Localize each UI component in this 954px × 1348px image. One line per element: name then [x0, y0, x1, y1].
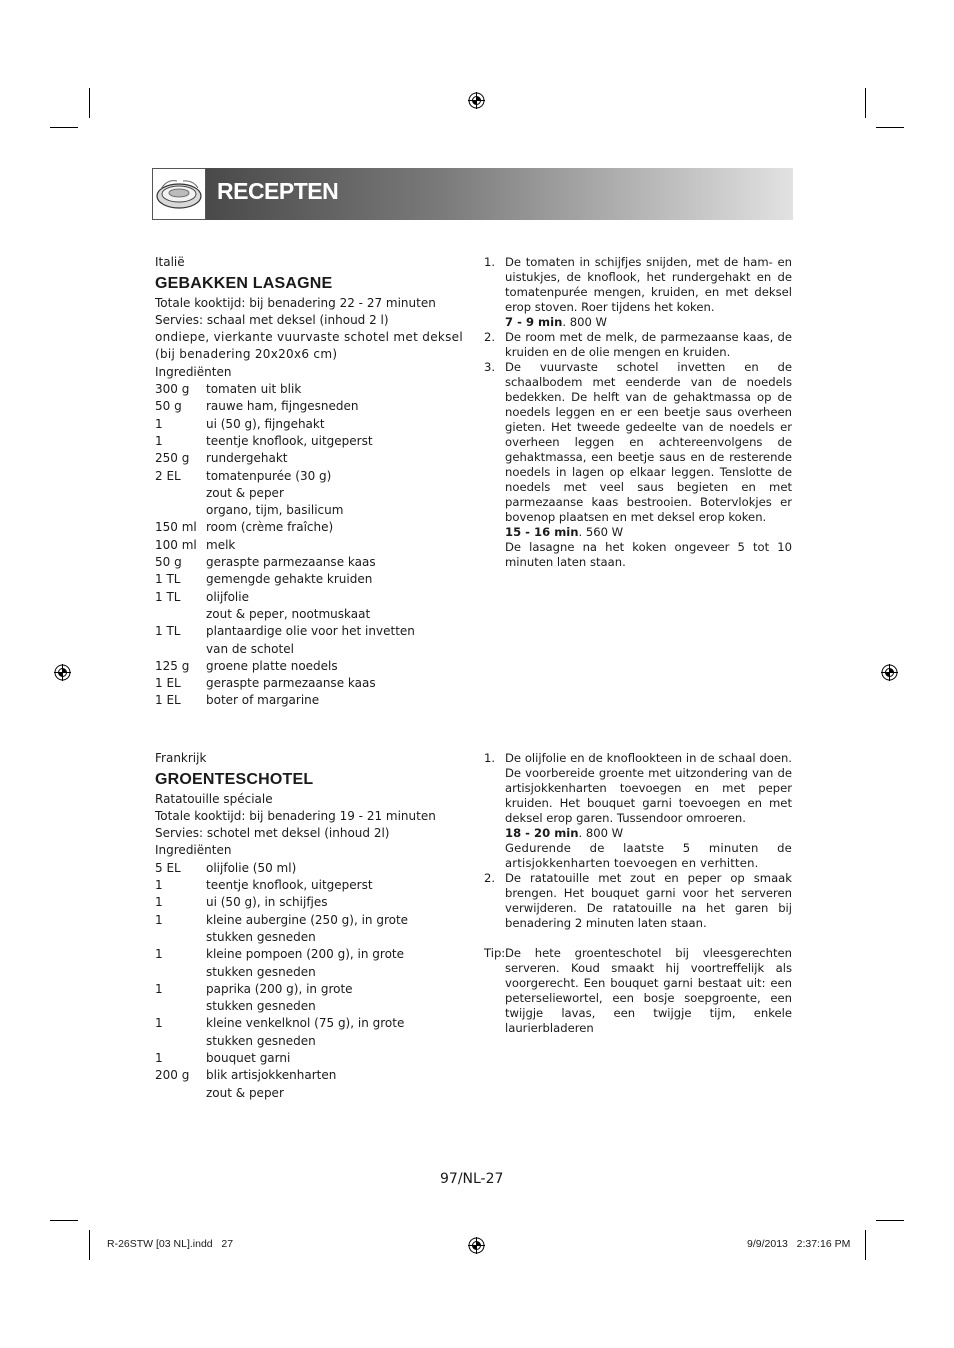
ingredient-row — [155, 519, 463, 536]
ingredient-row — [155, 1033, 463, 1050]
step-text: De ratatouille met zout en peper op smaak brengen. Het bouquet garni voor het serveren verwijderen. De ratatouille na het garen bij benadering 2 minuten laten staan. — [505, 871, 792, 930]
ingredient-quantity — [155, 641, 206, 658]
ingredient-name: organo, tijm, basilicum — [206, 503, 344, 518]
ingredient-name: teentje knoflook, uitgeperst — [206, 433, 373, 448]
ingredient-name: blik artisjokkenharten — [206, 1068, 337, 1083]
step-number: 2. — [484, 871, 496, 885]
recipe-2-steps-column — [484, 751, 792, 1036]
ingredient-row — [155, 1015, 463, 1032]
ingredient-name: stukken gesneden — [206, 929, 316, 944]
step-cooking-time: 15 - 16 min — [505, 525, 579, 539]
ingredient-name: zout & peper — [206, 1085, 284, 1100]
ingredient-name: tomaten uit blik — [206, 382, 302, 397]
ingredient-row — [155, 1067, 463, 1084]
recipe-meta-line: Servies: schaal met deksel (inhoud 2 l) — [155, 312, 389, 327]
ingredient-quantity: 2 EL — [155, 468, 181, 483]
ingredient-name: stukken gesneden — [206, 999, 316, 1014]
ingredient-row — [155, 398, 463, 415]
ingredient-row — [155, 571, 463, 588]
ingredient-name: zout & peper — [206, 485, 284, 500]
ingredient-quantity: 1 — [155, 433, 163, 448]
ingredient-quantity: 1 TL — [155, 624, 181, 639]
ingredient-quantity: 1 TL — [155, 572, 181, 587]
step-cooking-setting — [505, 525, 792, 540]
crop-mark — [865, 88, 866, 118]
step-followup-text: De lasagne na het koken ongeveer 5 tot 10 minuten laten staan. — [505, 540, 792, 569]
ingredient-quantity: 300 g — [155, 382, 190, 397]
ingredient-row — [155, 623, 463, 640]
ingredient-list — [155, 381, 463, 710]
ingredient-row — [155, 1085, 463, 1102]
ingredient-row — [155, 641, 463, 658]
ingredient-row — [155, 877, 463, 894]
ingredient-quantity — [155, 1033, 206, 1050]
ingredient-quantity: 1 — [155, 1051, 163, 1066]
ingredient-quantity: 5 EL — [155, 860, 181, 875]
step-power-level: . 800 W — [578, 826, 624, 840]
footer-filename: R-26STW [03 NL].indd 27 — [107, 1238, 234, 1250]
step-text: De tomaten in schijfjes snijden, met de ham- en uistukjes, de knoflook, het rundergehakt en de tomatenpurée mengen, kruiden, en met deksel erop stoven. Roer tijdens het koken. — [505, 255, 792, 314]
recipe-country: Frankrijk — [155, 751, 207, 765]
step-body — [505, 871, 792, 931]
ingredient-name: bouquet garni — [206, 1051, 291, 1066]
ingredient-quantity: 1 — [155, 1016, 163, 1031]
step-text: De olijfolie en de knoflookteen in de schaal doen. De voorbereide groente met uitzondering van de artisjokkenharten toevoegen en met peper kruiden. Het bouquet garni toevoegen en met deksel erop garen. Tussendoor omroeren. — [505, 751, 792, 825]
step-number: 3. — [484, 360, 496, 374]
ingredient-quantity: 1 — [155, 878, 163, 893]
registration-mark-icon — [881, 664, 898, 681]
step-power-level: . 800 W — [562, 315, 608, 329]
ingredient-row — [155, 485, 463, 502]
crop-mark — [865, 1230, 866, 1260]
ingredient-name: melk — [206, 537, 236, 552]
ingredient-quantity — [155, 1085, 206, 1102]
step-text: De vuurvaste schotel invetten en de schaalbodem met eenderde van de noedels bedekken. De helft van de gehaktmassa op de noedels leggen en er een beetje saus overheen gieten. Het tweede gedeelte van de noedels er overheen leggen en achtereenvolgens de gehaktmassa, een beetje saus en de resterende noedels in lagen op elkaar leggen. Tenslotte de noedels met veel saus begieten en met parmezaanse kaas bestrooien. Botervlokjes er bovenop plaatsen en met deksel erop koken. — [505, 360, 792, 524]
ingredient-row — [155, 502, 463, 519]
recipe-meta-line: Servies: schotel met deksel (inhoud 2l) — [155, 826, 390, 841]
recipe-meta-line: Totale kooktijd: bij benadering 19 - 21 minuten — [155, 808, 436, 823]
ingredient-name: van de schotel — [206, 641, 294, 656]
step-body — [505, 330, 792, 360]
ingredient-name: geraspte parmezaanse kaas — [206, 676, 376, 691]
ingredient-name: rauwe ham, fijngesneden — [206, 399, 359, 414]
ingredient-row — [155, 692, 463, 709]
ingredient-name: paprika (200 g), in grote — [206, 981, 353, 996]
registration-mark-icon — [54, 664, 71, 681]
ingredient-quantity: 50 g — [155, 555, 182, 570]
ingredient-row — [155, 416, 463, 433]
step-text: De room met de melk, de parmezaanse kaas, de kruiden en de olie mengen en kruiden. — [505, 330, 792, 359]
recipe-1-steps-column — [484, 255, 792, 570]
registration-mark-icon — [468, 1237, 485, 1254]
ingredient-quantity: 125 g — [155, 658, 190, 673]
step-body — [505, 255, 792, 330]
ingredient-name: ui (50 g), in schijfjes — [206, 895, 328, 910]
ingredient-name: stukken gesneden — [206, 964, 316, 979]
ingredient-quantity: 1 EL — [155, 676, 181, 691]
ingredient-name: geraspte parmezaanse kaas — [206, 555, 376, 570]
ingredient-row — [155, 912, 463, 929]
ingredient-name: kleine pompoen (200 g), in grote — [206, 947, 405, 962]
recipe-meta-line: Ingrediënten — [155, 364, 232, 379]
step-list — [484, 255, 792, 570]
ingredient-quantity — [155, 964, 206, 981]
ingredient-row — [155, 537, 463, 554]
recipe-1-ingredients-column — [155, 254, 463, 710]
recipe-meta-line: Totale kooktijd: bij benadering 22 - 27 minuten — [155, 295, 436, 310]
ingredient-quantity — [155, 485, 206, 502]
footer-timestamp: 9/9/2013 2:37:16 PM — [747, 1238, 851, 1250]
header-icon-frame — [152, 168, 206, 220]
ingredient-row — [155, 589, 463, 606]
ingredient-name: kleine venkelknol (75 g), in grote — [206, 1016, 405, 1031]
ingredient-row — [155, 381, 463, 398]
ingredient-row — [155, 1050, 463, 1067]
crop-mark — [50, 1220, 78, 1221]
ingredient-name: olijfolie — [206, 589, 249, 604]
ingredient-name: kleine aubergine (250 g), in grote — [206, 912, 409, 927]
ingredient-quantity: 1 — [155, 895, 163, 910]
ingredient-row — [155, 468, 463, 485]
step-list — [484, 751, 792, 931]
crop-mark — [89, 1230, 90, 1260]
recipe-meta-line: Ratatouille spéciale — [155, 791, 273, 806]
registration-mark-icon — [468, 92, 485, 109]
crop-mark — [876, 1220, 904, 1221]
crop-mark — [89, 88, 90, 118]
ingredient-row — [155, 554, 463, 571]
step-item — [484, 255, 792, 330]
ingredient-row — [155, 964, 463, 981]
ingredient-quantity: 1 TL — [155, 589, 181, 604]
step-body — [505, 751, 792, 871]
ingredient-name: teentje knoflook, uitgeperst — [206, 878, 373, 893]
step-number: 1. — [484, 751, 496, 765]
ingredient-quantity: 1 EL — [155, 693, 181, 708]
ingredient-name: plantaardige olie voor het invetten — [206, 624, 415, 639]
page-number: 97/NL-27 — [440, 1171, 504, 1187]
crop-mark — [876, 127, 904, 128]
recipe-title: GEBAKKEN LASAGNE — [155, 275, 333, 293]
step-number: 1. — [484, 255, 496, 269]
recipe-meta-line: Ingrediënten — [155, 843, 232, 858]
step-cooking-setting — [505, 315, 792, 330]
step-cooking-time: 7 - 9 min — [505, 315, 563, 329]
step-item — [484, 751, 792, 871]
ingredient-name: rundergehakt — [206, 451, 288, 466]
ingredient-row — [155, 450, 463, 467]
ingredient-row — [155, 998, 463, 1015]
step-cooking-time: 18 - 20 min — [505, 826, 579, 840]
step-item — [484, 360, 792, 570]
recipe-country: Italië — [155, 255, 185, 269]
ingredient-name: ui (50 g), fijngehakt — [206, 416, 325, 431]
step-followup-text: Gedurende de laatste 5 minuten de artisjokkenharten toevoegen en verhitten. — [505, 841, 792, 870]
crop-mark — [50, 127, 78, 128]
ingredient-quantity — [155, 606, 206, 623]
ingredient-quantity: 250 g — [155, 451, 190, 466]
ingredient-quantity: 1 — [155, 912, 163, 927]
step-power-level: . 560 W — [578, 525, 624, 539]
ingredient-quantity: 200 g — [155, 1068, 190, 1083]
recipe-meta-line: ondiepe, vierkante vuurvaste schotel met deksel (bij benadering 20x20x6 cm) — [155, 330, 463, 362]
ingredient-quantity: 100 ml — [155, 537, 197, 552]
ingredient-name: zout & peper, nootmuskaat — [206, 606, 371, 621]
step-item — [484, 871, 792, 931]
ingredient-name: room (crème fraîche) — [206, 520, 334, 535]
ingredient-row — [155, 433, 463, 450]
step-item — [484, 330, 792, 360]
ingredient-quantity — [155, 929, 206, 946]
microwave-dish-icon — [153, 169, 205, 219]
step-cooking-setting — [505, 826, 792, 841]
ingredient-quantity: 1 — [155, 416, 163, 431]
step-body — [505, 360, 792, 570]
ingredient-row — [155, 981, 463, 998]
ingredient-name: olijfolie (50 ml) — [206, 860, 297, 875]
step-number: 2. — [484, 330, 496, 344]
ingredient-row — [155, 675, 463, 692]
ingredient-row — [155, 606, 463, 623]
recipe-2-ingredients-column — [155, 750, 463, 1102]
ingredient-row — [155, 658, 463, 675]
tip-text: De hete groenteschotel bij vleesgerechten serveren. Koud smaakt hij voortreffelijk als voorgerecht. Een bouquet garni bestaat uit: een peterseliewortel, een bosje soepgroente, een twijgje lavas, een twijgje tijm, enkele laurierbladeren — [505, 946, 792, 1035]
ingredient-row — [155, 860, 463, 877]
ingredient-name: boter of margarine — [206, 693, 320, 708]
tip-label: Tip: — [484, 946, 506, 960]
ingredient-name: tomatenpurée (30 g) — [206, 468, 332, 483]
recipe-title: GROENTESCHOTEL — [155, 771, 314, 789]
ingredient-list — [155, 860, 463, 1102]
ingredient-quantity: 50 g — [155, 399, 182, 414]
ingredient-name: groene platte noedels — [206, 658, 338, 673]
ingredient-name: gemengde gehakte kruiden — [206, 572, 373, 587]
tip-block — [484, 946, 792, 1036]
ingredient-quantity — [155, 502, 206, 519]
ingredient-quantity: 150 ml — [155, 520, 197, 535]
page-title: RECEPTEN — [217, 178, 339, 204]
ingredient-row — [155, 946, 463, 963]
ingredient-quantity: 1 — [155, 947, 163, 962]
ingredient-name: stukken gesneden — [206, 1033, 316, 1048]
ingredient-row — [155, 894, 463, 911]
ingredient-quantity — [155, 998, 206, 1015]
ingredient-quantity: 1 — [155, 981, 163, 996]
ingredient-row — [155, 929, 463, 946]
